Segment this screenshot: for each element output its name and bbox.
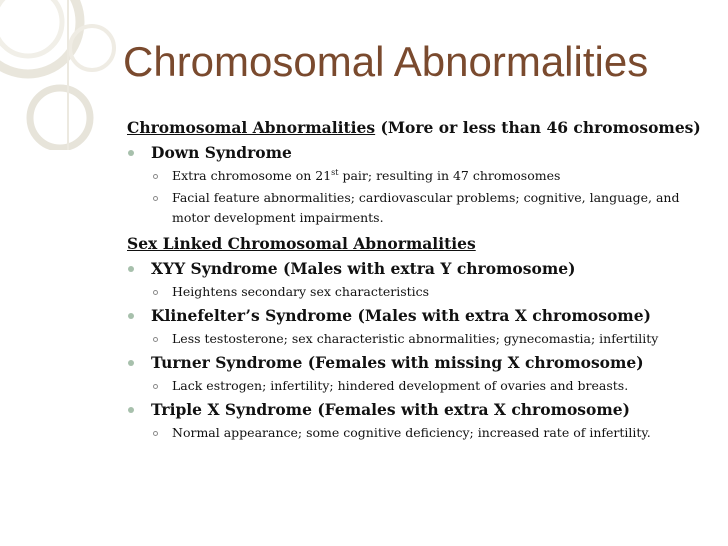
triple-x-label: Triple X Syndrome (Females with extra X chromosome) — [151, 400, 630, 419]
triple-x-detail: Normal appearance; some cognitive deficiency; increased rate of infertility. — [172, 425, 651, 440]
list-item-down-syndrome — [127, 141, 717, 165]
sub-bullet-ring-icon — [153, 337, 158, 342]
sex-linked-heading — [127, 231, 717, 256]
bullet-dot-icon — [128, 150, 134, 156]
sex-linked-heading-text: Sex Linked Chromosomal Abnormalities — [127, 234, 476, 253]
klinefelter-label: Klinefelter’s Syndrome (Males with extra X chromosome) — [151, 306, 651, 325]
down-detail1-sup: st — [331, 167, 339, 177]
sub-bullet-ring-icon — [153, 431, 158, 436]
sub-bullet-ring-icon — [153, 174, 158, 179]
sub-bullet-ring-icon — [153, 384, 158, 389]
intro-heading-text: Chromosomal Abnormalities — [127, 118, 376, 137]
down-detail2-line2: motor development impairments. — [172, 210, 384, 225]
down-detail1-pre: Extra chromosome on 21 — [172, 168, 332, 183]
down-detail2-line1: Facial feature abnormalities; cardiovascular problems; cognitive, language, and — [172, 190, 680, 205]
sub-bullet-ring-icon — [153, 290, 158, 295]
turner-detail: Lack estrogen; infertility; hindered development of ovaries and breasts. — [172, 378, 629, 393]
bullet-dot-icon — [128, 360, 134, 366]
sub-item-turner — [127, 375, 717, 397]
slide-body — [127, 115, 717, 444]
xyy-detail: Heightens secondary sex characteristics — [172, 284, 430, 299]
sub-item-triple-x — [127, 422, 717, 444]
xyy-label: XYY Syndrome (Males with extra Y chromosome) — [151, 259, 576, 278]
bullet-dot-icon — [128, 407, 134, 413]
turner-label: Turner Syndrome (Females with missing X chromosome) — [151, 353, 644, 372]
sub-item-down-2 — [127, 187, 717, 209]
list-item-triple-x-syndrome — [127, 398, 717, 422]
sub-item-down-2-continued — [127, 207, 717, 229]
page-title: Chromosomal Abnormalities — [123, 38, 649, 85]
klinefelter-detail: Less testosterone; sex characteristic abnormalities; gynecomastia; infertility — [172, 331, 659, 346]
down-detail1-post: pair; resulting in 47 chromosomes — [338, 168, 561, 183]
bullet-dot-icon — [128, 266, 134, 272]
intro-heading — [127, 115, 717, 140]
sub-bullet-ring-icon — [153, 196, 158, 201]
sub-item-xyy — [127, 281, 717, 303]
bullet-dot-icon — [128, 313, 134, 319]
down-syndrome-label: Down Syndrome — [151, 143, 292, 162]
intro-note: (More or less than 46 chromosomes) — [380, 118, 701, 137]
sub-item-klinefelter — [127, 328, 717, 350]
list-item-klinefelter-syndrome — [127, 304, 717, 328]
sub-item-down-1 — [127, 165, 717, 187]
list-item-turner-syndrome — [127, 351, 717, 375]
list-item-xyy-syndrome — [127, 257, 717, 281]
